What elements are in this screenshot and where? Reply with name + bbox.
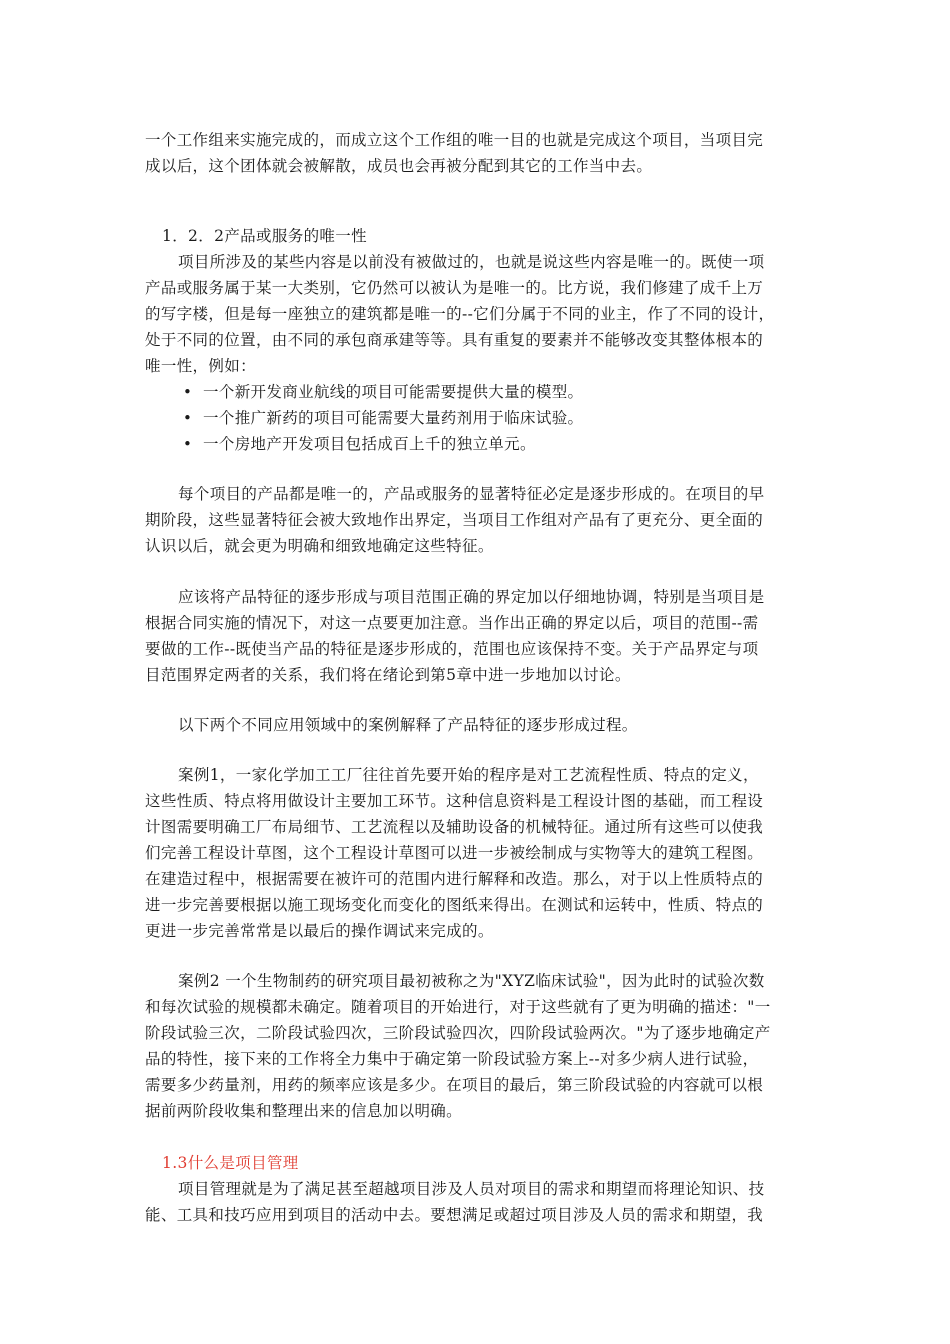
bullet-icon: •: [183, 383, 192, 401]
case2-line: 据前两阶段收集和整理出来的信息加以明确。: [145, 1102, 463, 1120]
case2-line: 需要多少药量剂，用药的频率应该是多少。在项目的最后，第三阶段试验的内容就可以根: [145, 1076, 764, 1094]
paragraph-line: 能、工具和技巧应用到项目的活动中去。要想满足或超过项目涉及人员的需求和期望，我: [145, 1206, 764, 1224]
paragraph-line: 项目管理就是为了满足甚至超越项目涉及人员对项目的需求和期望而将理论知识、技: [178, 1180, 765, 1198]
section-heading-1-3: 1.3什么是项目管理: [162, 1154, 299, 1172]
case1-line: 这些性质、特点将用做设计主要加工环节。这种信息资料是工程设计图的基础，而工程设: [145, 792, 764, 810]
paragraph-line: 应该将产品特征的逐步形成与项目范围正确的界定加以仔细地协调，特别是当项目是: [178, 588, 765, 606]
intro-line-1: 一个工作组来实施完成的，而成立这个工作组的唯一目的也就是完成这个项目，当项目完: [145, 131, 764, 149]
paragraph-line: 的写字楼，但是每一座独立的建筑都是唯一的--它们分属于不同的业主，作了不同的设计，: [145, 305, 775, 323]
case1-line: 在建造过程中，根据需要在被许可的范围内进行解释和改造。那么，对于以上性质特点的: [145, 870, 764, 888]
paragraph-line: 以下两个不同应用领域中的案例解释了产品特征的逐步形成过程。: [178, 716, 638, 734]
paragraph-line: 处于不同的位置，由不同的承包商承建等等。具有重复的要素并不能够改变其整体根本的: [145, 331, 764, 349]
paragraph-line: 产品或服务属于某一大类别，它仍然可以被认为是唯一的。比方说，我们修建了成千上万: [145, 279, 764, 297]
bullet-icon: •: [183, 409, 192, 427]
case2-line: 品的特性，接下来的工作将全力集中于确定第一阶段试验方案上--对多少病人进行试验，: [145, 1050, 759, 1068]
case1-line: 案例1，一家化学加工工厂往往首先要开始的程序是对工艺流程性质、特点的定义，: [178, 766, 759, 784]
case1-line: 们完善工程设计草图，这个工程设计草图可以进一步被绘制成与实物等大的建筑工程图。: [145, 844, 764, 862]
paragraph-line: 要做的工作--既使当产品的特征是逐步形成的，范围也应该保持不变。关于产品界定与项: [145, 640, 759, 658]
paragraph-line: 期阶段，这些显著特征会被大致地作出界定，当项目工作组对产品有了更充分、更全面的: [145, 511, 764, 529]
paragraph-line: 每个项目的产品都是唯一的，产品或服务的显著特征必定是逐步形成的。在项目的早: [178, 485, 765, 503]
paragraph-line: 认识以后，就会更为明确和细致地确定这些特征。: [145, 537, 494, 555]
case1-line: 计图需要明确工厂布局细节、工艺流程以及辅助设备的机械特征。通过所有这些可以使我: [145, 818, 764, 836]
case2-line: 案例2 一个生物制药的研究项目最初被称之为"XYZ临床试验"，因为此时的试验次数: [178, 972, 765, 990]
bullet-item: 一个新开发商业航线的项目可能需要提供大量的模型。: [203, 383, 584, 401]
paragraph-line: 唯一性，例如：: [145, 357, 256, 375]
bullet-icon: •: [183, 435, 192, 453]
paragraph-line: 根据合同实施的情况下，对这一点要更加注意。当作出正确的界定以后，项目的范围--需: [145, 614, 759, 632]
intro-line-2: 成以后，这个团体就会被解散，成员也会再被分配到其它的工作当中去。: [145, 157, 653, 175]
case1-line: 进一步完善要根据以施工现场变化而变化的图纸来得出。在测试和运转中，性质、特点的: [145, 896, 764, 914]
paragraph-line: 目范围界定两者的关系，我们将在绪论到第5章中进一步地加以讨论。: [145, 666, 631, 684]
case2-line: 阶段试验三次，二阶段试验四次，三阶段试验四次，四阶段试验两次。"为了逐步地确定产: [145, 1024, 771, 1042]
bullet-item: 一个推广新药的项目可能需要大量药剂用于临床试验。: [203, 409, 584, 427]
paragraph-line: 项目所涉及的某些内容是以前没有被做过的，也就是说这些内容是唯一的。既使一项: [178, 253, 765, 271]
bullet-item: 一个房地产开发项目包括成百上千的独立单元。: [203, 435, 536, 453]
section-heading-1-2-2: 1．2．2产品或服务的唯一性: [162, 227, 367, 245]
case2-line: 和每次试验的规模都未确定。随着项目的开始进行，对于这些就有了更为明确的描述："一: [145, 998, 771, 1016]
case1-line: 更进一步完善常常是以最后的操作调试来完成的。: [145, 922, 494, 940]
